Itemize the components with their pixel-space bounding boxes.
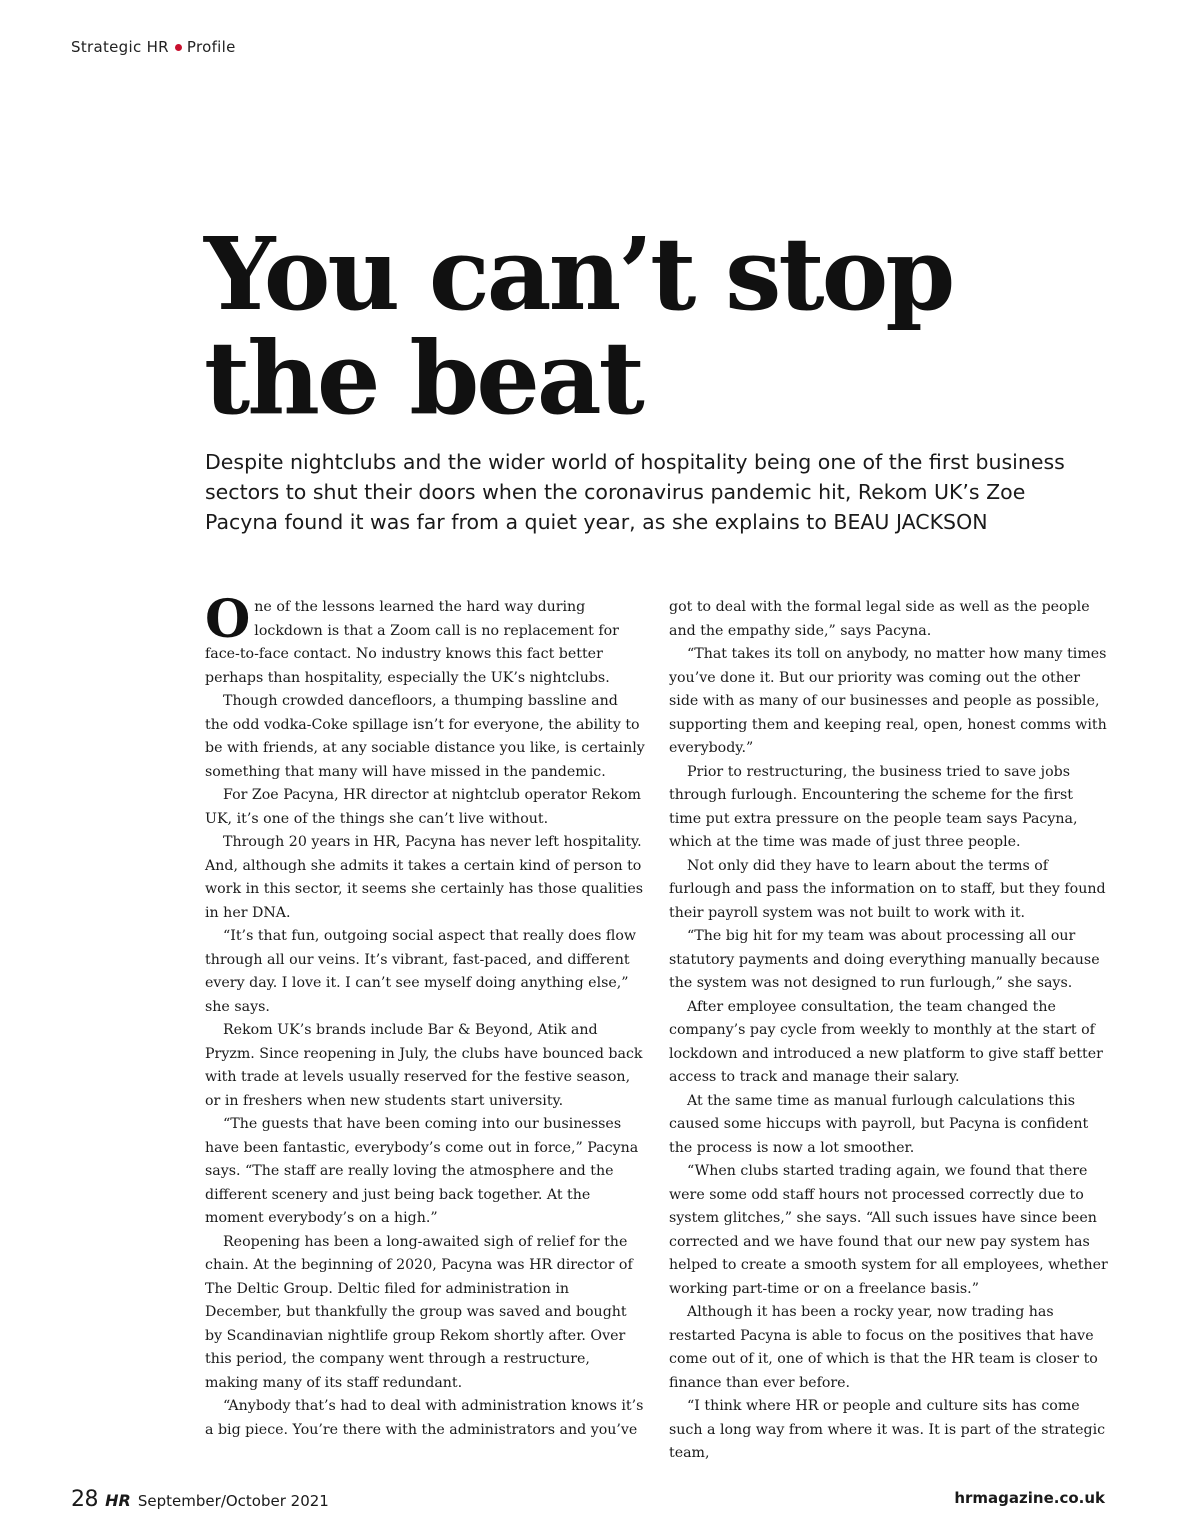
paragraph-text: ne of the lessons learned the hard way during lockdown is that a Zoom call is no replacement for face-to-face contact. No industry knows this fact better perhaps than hospitality, especially the UK’s nightclubs. (205, 599, 619, 686)
section-label (71, 38, 236, 56)
body-paragraph: “When clubs started trading again, we found that there were some odd staff hours not processed correctly due to system glitches,” she says. “All such issues have since been corrected and we have found that our new pay system has helped to create a smooth system for all employees, whether working part-time or on a freelance basis.” (669, 1163, 1108, 1297)
body-paragraph: After employee consultation, the team changed the company’s pay cycle from weekly to monthly at the start of lockdown and introduced a new platform to give staff better access to track and manage their salary. (669, 998, 1103, 1085)
drop-cap: O (205, 589, 251, 650)
body-paragraph: Through 20 years in HR, Pacyna has never left hospitality. And, although she admits it takes a certain kind of person to work in this sector, it seems she certainly has those qualities in her DNA. (205, 834, 644, 921)
body-paragraph (205, 589, 645, 690)
body-paragraph: “The big hit for my team was about processing all our statutory payments and doing everything manually because the system was not designed to run furlough,” she says. (669, 928, 1100, 991)
headline-line-1: You can’t stop (204, 215, 953, 333)
body-paragraph: “I think where HR or people and culture sits has come such a long way from where it was. It is part of the strategic team, (669, 1398, 1106, 1461)
page-number: 28 (71, 1487, 98, 1512)
section-name: Strategic HR (71, 38, 169, 56)
body-column-right (669, 596, 1109, 1466)
page-footer-left (71, 1487, 329, 1512)
body-paragraph: “That takes its toll on anybody, no matter how many times you’ve done it. But our priority was coming out the other side with as many of our businesses and people as possible, supporting them and keeping real, open, honest comms with everybody.” (669, 646, 1107, 756)
magazine-logo: HR (105, 1491, 131, 1510)
body-paragraph: Rekom UK’s brands include Bar & Beyond, Atik and Pryzm. Since reopening in July, the clubs have bounced back with trade at levels usually reserved for the festive season, or in freshers when new students start university. (205, 1022, 643, 1109)
subsection-name: Profile (186, 38, 236, 56)
website-link[interactable]: hrmagazine.co.uk (954, 1489, 1105, 1507)
issue-date: September/October 2021 (137, 1492, 329, 1510)
body-paragraph: “It’s that fun, outgoing social aspect that really does flow through all our veins. It’s vibrant, fast-paced, and different every day. I love it. I can’t see myself doing anything else,” she says. (205, 928, 637, 1015)
headline-line-2: the beat (204, 319, 642, 437)
body-paragraph: got to deal with the formal legal side as well as the people and the empathy side,” says Pacyna. (669, 599, 1090, 639)
body-paragraph: Prior to restructuring, the business tried to save jobs through furlough. Encountering the scheme for the first time put extra pressure on the people team says Pacyna, which at the time was made of just three people. (669, 763, 1078, 850)
article-standfirst: Despite nightclubs and the wider world of hospitality being one of the first business sectors to shut their doors when the coronavirus pandemic hit, Rekom UK’s Zoe Pacyna found it was far from a quiet year, as she explains to BEAU JACKSON (205, 450, 1065, 534)
body-paragraph: “The guests that have been coming into our businesses have been fantastic, everybody’s come out in force,” Pacyna says. “The staff are really loving the atmosphere and the different scenery and just being back together. At the moment everybody’s on a high.” (205, 1116, 639, 1226)
body-paragraph: For Zoe Pacyna, HR director at nightclub operator Rekom UK, it’s one of the things she can’t live without. (205, 787, 641, 827)
body-paragraph: Although it has been a rocky year, now trading has restarted Pacyna is able to focus on the positives that have come out of it, one of which is that the HR team is closer to finance than ever before. (669, 1304, 1098, 1391)
bullet-dot-icon (175, 44, 182, 51)
body-paragraph: Though crowded dancefloors, a thumping bassline and the odd vodka-Coke spillage isn’t for everyone, the ability to be with friends, at any sociable distance you like, is certainly something that many will have missed in the pandemic. (205, 693, 645, 780)
article-headline (204, 215, 1024, 437)
body-paragraph: At the same time as manual furlough calculations this caused some hiccups with payroll, but Pacyna is confident the process is now a lot smoother. (669, 1092, 1089, 1156)
body-paragraph: Not only did they have to learn about the terms of furlough and pass the information on to staff, but they found their payroll system was not built to work with it. (669, 857, 1106, 921)
body-column-left (205, 589, 645, 1442)
body-paragraph: Reopening has been a long-awaited sigh of relief for the chain. At the beginning of 2020, Pacyna was HR director of The Deltic Group. Deltic filed for administration in December, but thankfully the group was saved and bought by Scandinavian nightlife group Rekom shortly after. Over this period, the company went through a restructure, making many of its staff redundant. (205, 1233, 633, 1391)
body-paragraph: “Anybody that’s had to deal with administration knows it’s a big piece. You’re there with the administrators and you’ve (205, 1398, 644, 1438)
